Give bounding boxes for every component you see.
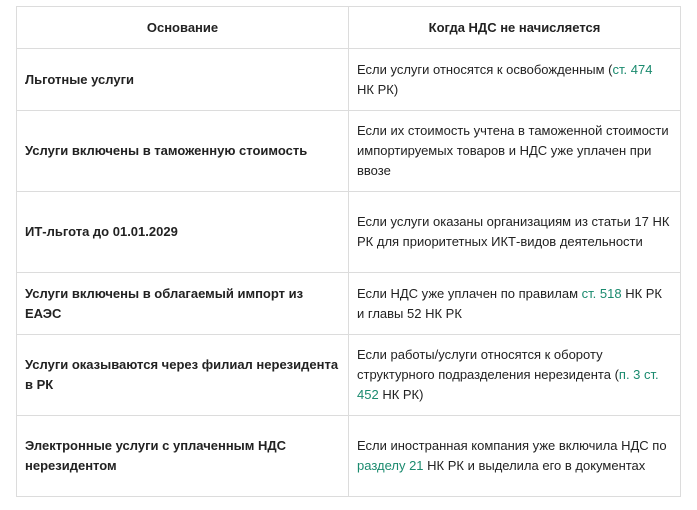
- vat-exemption-table: [16, 6, 681, 497]
- table-row: [17, 49, 681, 111]
- row-condition: [349, 416, 681, 497]
- law-reference-link[interactable]: п. 3 ст. 452: [357, 367, 659, 402]
- row-basis: ИТ-льгота до 01.01.2029: [17, 192, 349, 273]
- law-reference-link[interactable]: ст. 518: [581, 285, 622, 301]
- condition-text: НК РК): [378, 387, 424, 402]
- table-row: [17, 111, 681, 192]
- row-basis: Услуги оказываются через филиал нерезидента в РК: [17, 335, 349, 416]
- row-condition: [349, 49, 681, 111]
- condition-text: НК РК и выделила его в документах: [423, 458, 646, 473]
- row-condition: [349, 111, 681, 192]
- condition-text: Если услуги оказаны организациям из статьи 17 НК РК для приоритетных ИКТ-видов деятельности: [357, 214, 670, 249]
- condition-text: НК РК и главы 52 НК РК: [357, 285, 663, 321]
- table-row: [17, 416, 681, 497]
- header-basis: Основание: [17, 7, 349, 49]
- vat-exemption-table-container: [16, 6, 681, 497]
- header-when-no-vat: Когда НДС не начисляется: [349, 7, 681, 49]
- law-reference-link[interactable]: разделу 21: [357, 458, 424, 473]
- condition-text: Если их стоимость учтена в таможенной стоимости импортируемых товаров и НДС уже уплачен при ввозе: [357, 123, 669, 178]
- row-condition: [349, 273, 681, 335]
- table-header-row: [17, 7, 681, 49]
- condition-text: Если работы/услуги относятся к обороту структурного подразделения нерезидента (: [357, 347, 619, 382]
- row-basis: Услуги включены в таможенную стоимость: [17, 111, 349, 192]
- law-reference-link[interactable]: ст. 474: [612, 61, 653, 77]
- condition-text: Если НДС уже уплачен по правилам: [357, 285, 582, 301]
- row-condition: [349, 335, 681, 416]
- row-basis: Электронные услуги с уплаченным НДС нерезидентом: [17, 416, 349, 497]
- table-row: [17, 335, 681, 416]
- condition-text: НК РК): [357, 81, 399, 97]
- row-condition: [349, 192, 681, 273]
- table-row: [17, 273, 681, 335]
- table-row: [17, 192, 681, 273]
- row-basis: Услуги включены в облагаемый импорт из ЕАЭС: [17, 273, 349, 335]
- row-basis: Льготные услуги: [17, 49, 349, 111]
- condition-text: Если услуги относятся к освобожденным (: [357, 61, 613, 77]
- condition-text: Если иностранная компания уже включила НДС по: [357, 438, 667, 453]
